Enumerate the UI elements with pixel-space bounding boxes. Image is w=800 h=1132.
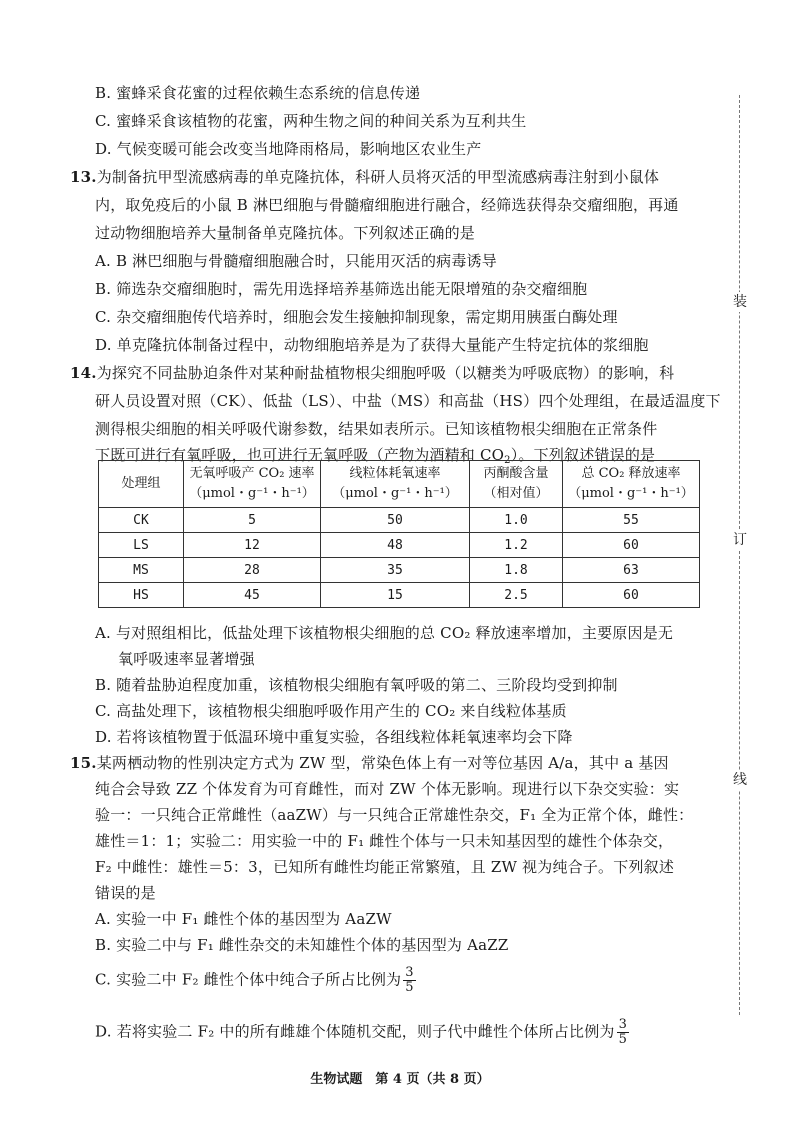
q12-option-d: D. 气候变暖可能会改变当地降雨格局，影响地区农业生产 (95, 140, 482, 158)
q14-number: 14. (70, 364, 97, 382)
q15-stem-line1: 15.某两栖动物的性别决定方式为 ZW 型，常染色体上有一对等位基因 A/a，其中 a 基因 (70, 754, 669, 772)
table-cell: 48 (321, 533, 470, 558)
q14-stem-line1: 14.为探究不同盐胁迫条件对某种耐盐植物根尖细胞呼吸（以糖类为呼吸底物）的影响，科 (70, 364, 675, 382)
q15-stem-line2: 纯合会导致 ZZ 个体发育为可育雌性，而对 ZW 个体无影响。现进行以下杂交实验：实 (95, 780, 680, 798)
table-cell: 1.8 (470, 558, 563, 583)
q13-option-a: A. B 淋巴细胞与骨髓瘤细胞融合时，只能用灭活的病毒诱导 (95, 252, 497, 270)
table-cell: 45 (184, 583, 321, 608)
respiration-table (98, 460, 700, 608)
binding-mark-zhuang: 装 (733, 294, 747, 310)
table-cell: 35 (321, 558, 470, 583)
table-cell: CK (99, 508, 184, 533)
table-cell: 63 (563, 558, 700, 583)
q14-option-a-line2: 氧呼吸速率显著增强 (118, 650, 255, 668)
q15-stem-line6: 错误的是 (95, 884, 156, 902)
table-header-cell: 线粒体耗氧速率 （μmol・g⁻¹・h⁻¹） (321, 461, 470, 508)
table-cell: 60 (563, 583, 700, 608)
q15-stem-line5: F₂ 中雌性：雄性＝5：3，已知所有雌性均能正常繁殖，且 ZW 视为纯合子。下列叙述 (95, 858, 675, 876)
binding-dashed-line (739, 95, 740, 1015)
q13-number: 13. (70, 168, 97, 186)
table-header-cell: 处理组 (99, 461, 184, 508)
q15-stem-line3: 验一：一只纯合正常雌性（aaZW）与一只纯合正常雄性杂交，F₁ 全为正常个体，雌性： (95, 806, 694, 824)
table-cell: 1.2 (470, 533, 563, 558)
table-cell: 5 (184, 508, 321, 533)
fraction-three-fifths: $\frac{3}{5}$ (618, 1017, 628, 1047)
table-cell: 50 (321, 508, 470, 533)
q14-option-d: D. 若将该植物置于低温环境中重复实验，各组线粒体耗氧速率均会下降 (95, 728, 573, 746)
q15-option-d: D. 若将实验二 F₂ 中的所有雌雄个体随机交配，则子代中雌性个体所占比例为 $\frac{3}{5}$ (95, 1017, 628, 1047)
q13-option-c: C. 杂交瘤细胞传代培养时，细胞会发生接触抑制现象，需定期用胰蛋白酶处理 (95, 308, 618, 326)
q14-stem-line3: 测得根尖细胞的相关呼吸代谢参数，结果如表所示。已知该植物根尖细胞在正常条件 (95, 420, 658, 438)
q15-option-c: C. 实验二中 F₂ 雌性个体中纯合子所占比例为 $\frac{3}{5}$ (95, 965, 414, 995)
table-cell: LS (99, 533, 184, 558)
q15-option-a: A. 实验一中 F₁ 雌性个体的基因型为 AaZW (95, 910, 392, 928)
table-cell: 1.0 (470, 508, 563, 533)
q13-option-b: B. 筛选杂交瘤细胞时，需先用选择培养基筛选出能无限增殖的杂交瘤细胞 (95, 280, 588, 298)
q14-option-c: C. 高盐处理下，该植物根尖细胞呼吸作用产生的 CO₂ 来自线粒体基质 (95, 702, 567, 720)
table-header-cell: 无氧呼吸产 CO₂ 速率 （μmol・g⁻¹・h⁻¹） (184, 461, 321, 508)
table-cell: 60 (563, 533, 700, 558)
table-cell: 15 (321, 583, 470, 608)
table-header-cell: 总 CO₂ 释放速率 （μmol・g⁻¹・h⁻¹） (563, 461, 700, 508)
q13-stem-line3: 过动物细胞培养大量制备单克隆抗体。下列叙述正确的是 (95, 224, 476, 242)
q13-stem-line2: 内，取免疫后的小鼠 B 淋巴细胞与骨髓瘤细胞进行融合，经筛选获得杂交瘤细胞，再通 (95, 196, 679, 214)
q15-stem-line4: 雄性＝1：1；实验二：用实验一中的 F₁ 雌性个体与一只未知基因型的雄性个体杂交， (95, 832, 674, 850)
table-cell: 28 (184, 558, 321, 583)
table-row (99, 583, 700, 608)
q14-option-a-line1: A. 与对照组相比，低盐处理下该植物根尖细胞的总 CO₂ 释放速率增加，主要原因是无 (95, 624, 674, 642)
table-cell: HS (99, 583, 184, 608)
table-cell: 2.5 (470, 583, 563, 608)
table-row (99, 558, 700, 583)
q15-option-b: B. 实验二中与 F₁ 雌性杂交的未知雄性个体的基因型为 AaZZ (95, 936, 509, 954)
q14-stem-line2: 研人员设置对照（CK）、低盐（LS）、中盐（MS）和高盐（HS）四个处理组，在最适温度下 (95, 392, 721, 410)
q12-option-b: B. 蜜蜂采食花蜜的过程依赖生态系统的信息传递 (95, 84, 421, 102)
binding-mark-ding: 订 (733, 532, 747, 548)
table-header-row (99, 461, 700, 508)
fraction-three-fifths: $\frac{3}{5}$ (405, 965, 414, 995)
q13-option-d: D. 单克隆抗体制备过程中，动物细胞培养是为了获得大量能产生特定抗体的浆细胞 (95, 336, 649, 354)
table-row (99, 533, 700, 558)
table-cell: 12 (184, 533, 321, 558)
table-row (99, 508, 700, 533)
table-cell: MS (99, 558, 184, 583)
table-header-cell: 丙酮酸含量 （相对值） (470, 461, 563, 508)
q15-number: 15. (70, 754, 97, 772)
q14-option-b: B. 随着盐胁迫程度加重，该植物根尖细胞有氧呼吸的第二、三阶段均受到抑制 (95, 676, 618, 694)
q14-stem-line4: 下既可进行有氧呼吸，也可进行无氧呼吸（产物为酒精和 $CO_2$）。下列叙述错误的是 (95, 446, 656, 466)
q12-option-c: C. 蜜蜂采食该植物的花蜜，两种生物之间的种间关系为互利共生 (95, 112, 527, 130)
table-cell: 55 (563, 508, 700, 533)
binding-mark-xian: 线 (733, 772, 747, 788)
page-footer: 生物试题 第 4 页（共 8 页） (310, 1072, 490, 1087)
q13-stem-line1: 13.为制备抗甲型流感病毒的单克隆抗体，科研人员将灭活的甲型流感病毒注射到小鼠体 (70, 168, 660, 186)
